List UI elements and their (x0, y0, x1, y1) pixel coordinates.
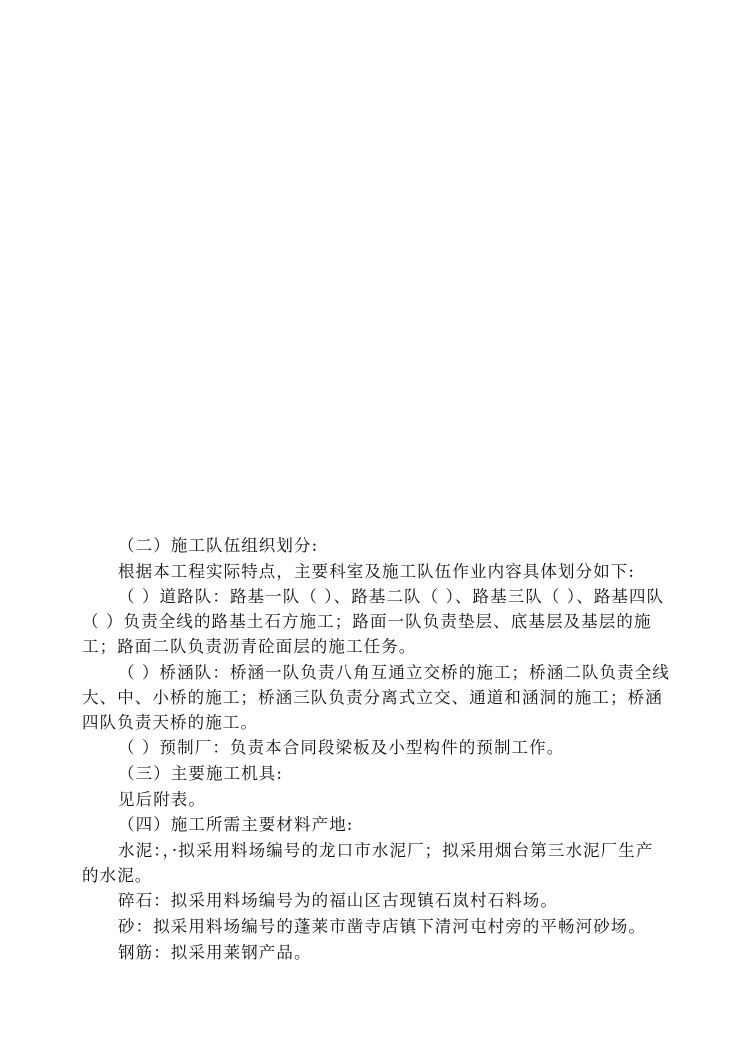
paragraph-precast-plant: （ ）预制厂：负责本合同段梁板及小型构件的预制工作。 (118, 738, 565, 758)
section-heading-construction-teams: （二）施工队伍组织划分: (118, 536, 319, 555)
paragraph-steel: 钢筋：拟采用莱钢产品。 (118, 942, 312, 962)
document-body (82, 533, 670, 965)
paragraph-see-attachment: 见后附表。 (118, 789, 206, 809)
paragraph-cement: 水泥：，·拟采用料场编号的龙口市水泥厂；拟采用烟台第三水泥厂生产的水泥。 (82, 840, 654, 885)
paragraph-gravel: 碎石：拟采用料场编号为的福山区古现镇石岚村石料场。 (118, 891, 558, 911)
paragraph-sand: 砂：拟采用料场编号的蓬莱市凿寺店镇下清河屯村旁的平畅河砂场。 (118, 916, 646, 936)
paragraph-bridge-team: （ ）桥涵队：桥涵一队负责八角互通立交桥的施工；桥涵二队负责全线大、中、小桥的施工；桥涵三队负责分离式立交、通道和涵洞的施工；桥涵四队负责天桥的施工。 (82, 662, 670, 732)
paragraph-division-intro: 根据本工程实际特点，主要科室及施工队伍作业内容具体划分如下: (118, 561, 636, 581)
section-heading-machinery: （三）主要施工机具: (118, 763, 284, 783)
section-heading-material-sources: （四）施工所需主要材料产地: (118, 815, 354, 835)
paragraph-road-team: （ ）道路队：路基一队（ ）、路基二队（ ）、路基三队（ ）、路基四队（ ）负责全线的路基土石方施工；路面一队负责垫层、底基层及基层的施工；路面二队负责沥青砼面层的施工任务。 (82, 587, 665, 657)
